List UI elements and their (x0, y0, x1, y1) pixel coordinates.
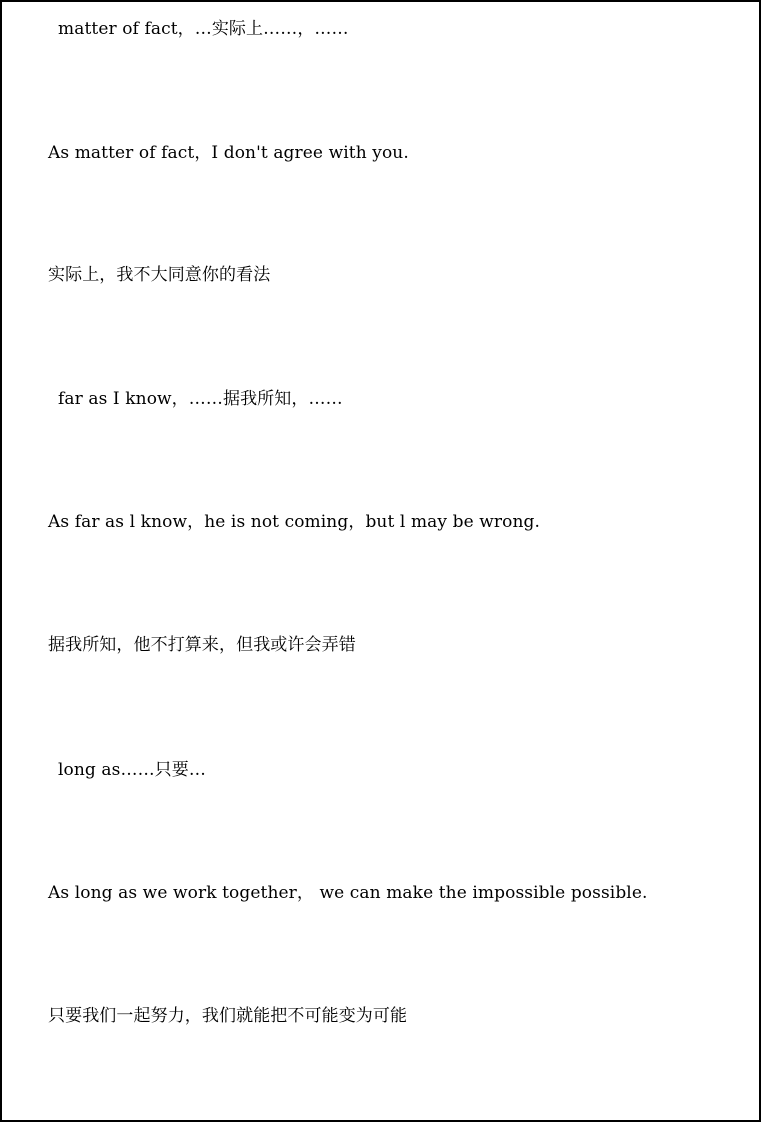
example-sentence-chinese: 据我所知，他不打算来，但我或许会弄错 (48, 635, 356, 655)
phrase-heading-as-matter-of-fact: matter of fact，…实际上……，…… (58, 19, 349, 39)
example-sentence-chinese: 只要我们一起努力，我们就能把不可能变为可能 (48, 1006, 408, 1026)
phrase-heading-as-long-as: long as……只要… (58, 760, 206, 780)
phrase-heading-as-far-as-i-know: far as I know，……据我所知，…… (58, 389, 343, 409)
example-sentence-english: As far as l know，he is not coming，but l may be wrong. (48, 512, 541, 532)
example-sentence-english: As long as we work together， we can make the impossible possible. (48, 883, 648, 903)
example-sentence-chinese: 实际上，我不大同意你的看法 (48, 265, 271, 285)
example-sentence-english: As matter of fact，I don't agree with you. (48, 143, 409, 163)
